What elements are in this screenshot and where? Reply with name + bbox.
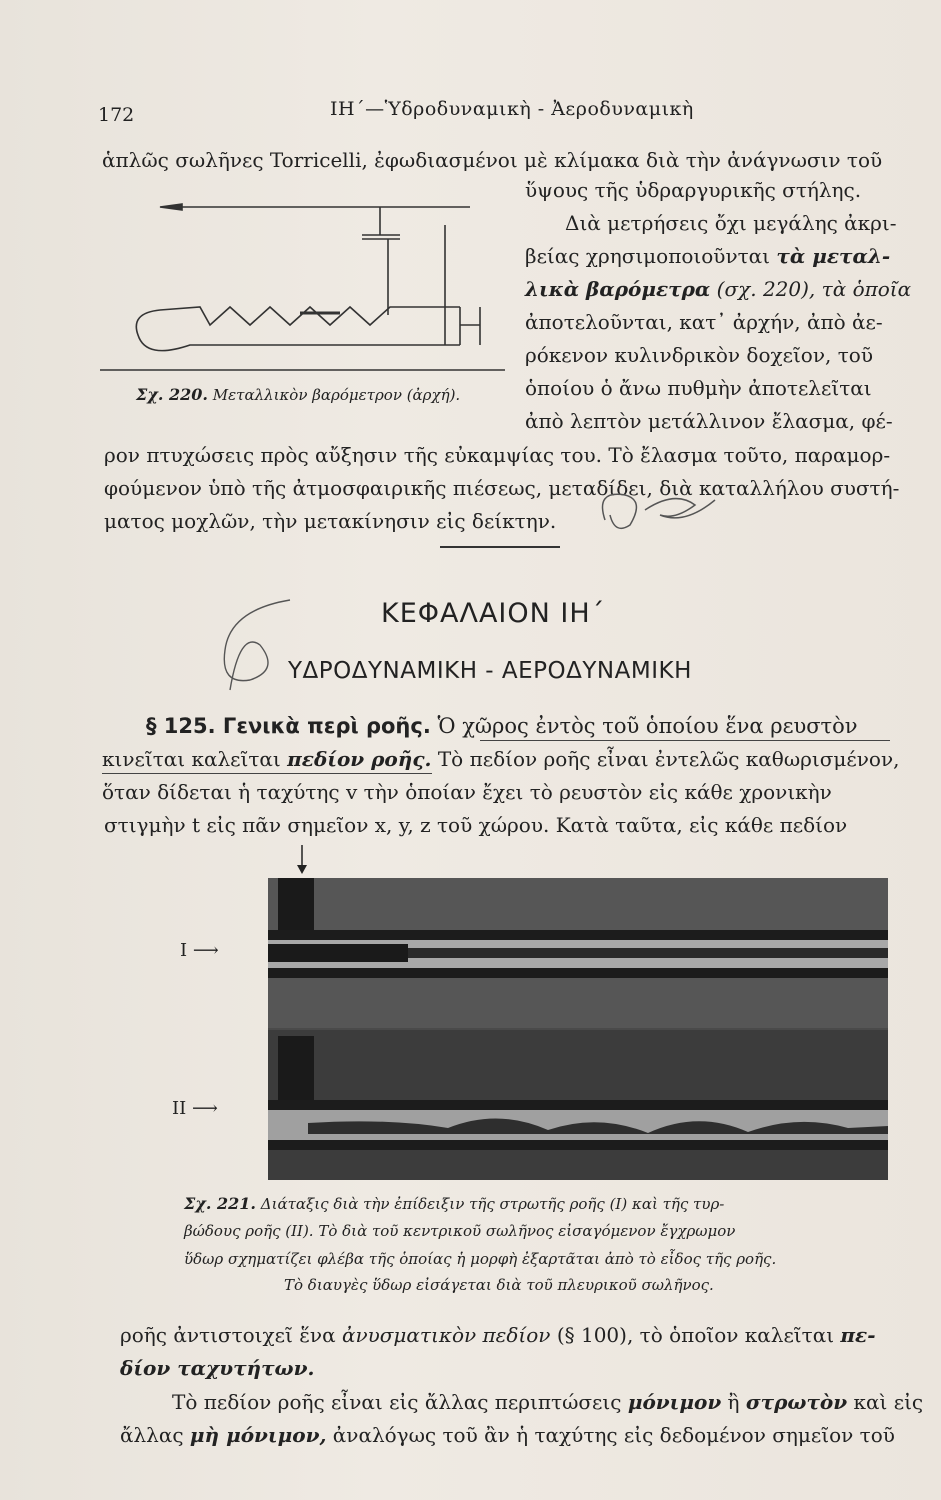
closing-line-3-mid: ἢ xyxy=(721,1390,746,1414)
section-heading: § 125. Γενικὰ περὶ ροῆς. xyxy=(146,714,431,738)
section-line-2-pre: κινεῖται καλεῖται xyxy=(102,747,288,771)
closing-line-3-pre: Τὸ πεδίον ροῆς εἶναι εἰς ἄλλας περιπτώσεις xyxy=(172,1390,628,1414)
label-I: I ⟶ xyxy=(180,940,219,961)
closing-line-1-post: (§ 100), τὸ ὁποῖον καλεῖται xyxy=(550,1323,841,1347)
label-II-text: II xyxy=(172,1098,187,1119)
fig220-text: Μεταλλικὸν βαρόμετρον (ἀρχή). xyxy=(212,386,461,404)
rc-line-2 xyxy=(525,246,890,266)
rc-line-3 xyxy=(525,279,911,299)
closing-line-3-bold1: μόνιμον xyxy=(627,1390,722,1414)
rc-line-4: ἀποτελοῦνται, κατ᾿ ἀρχήν, ἀπὸ ἀε- xyxy=(525,310,883,334)
section-line-2 xyxy=(102,749,899,769)
closing-line-4 xyxy=(120,1425,895,1445)
label-II: II ⟶ xyxy=(172,1098,218,1119)
chapter-subtitle: ΥΔΡΟΔΥΝΑΜΙΚΗ - ΑΕΡΟΔΥΝΑΜΙΚΗ xyxy=(288,658,692,684)
closing-line-3-bold2: στρωτὸν xyxy=(745,1390,848,1414)
rc-line-6: ὁποίου ὁ ἄνω πυθμὴν ἀποτελεῖται xyxy=(525,376,872,400)
rc-line-2-text: βείας χρησιμοποιοῦνται xyxy=(525,244,777,268)
page-number: 172 xyxy=(98,104,135,126)
closing-line-4-bold: μὴ μόνιμον, xyxy=(189,1423,327,1447)
handwritten-mark xyxy=(585,480,725,540)
para-line-1: ρον πτυχώσεις πρὸς αὔξησιν τῆς εὐκαμψίας του. Τὸ ἔλασμα τοῦτο, παραμορ- xyxy=(104,443,891,467)
rc-line-3-text: (σχ. 220), τὰ ὁποῖα xyxy=(710,277,912,301)
intro-line-1: ἁπλῶς σωλῆνες Torricelli, ἐφωδιασμένοι μὲ κλίμακα διὰ τὴν ἀνάγνωσιν τοῦ xyxy=(102,148,883,172)
fig221-caption-line-2: βώδους ροῆς (ΙΙ). Τὸ διὰ τοῦ κεντρικοῦ σωλῆνος εἰσαγόμενον ἔγχρωμον xyxy=(184,1222,736,1240)
flow-photo-art xyxy=(268,878,888,1180)
pen-underline-1 xyxy=(480,740,890,741)
fig221-caption-text-1: Διάταξις διὰ τὴν ἐπίδειξιν τῆς στρωτῆς ροῆς (Ι) καὶ τῆς τυρ- xyxy=(260,1195,725,1213)
label-I-text: I xyxy=(180,940,188,961)
rc-line-7: ἀπὸ λεπτὸν μετάλλινον ἔλασμα, φέ- xyxy=(525,409,893,433)
chapter-title: ΚΕΦΑΛΑΙΟΝ ΙΗ΄ xyxy=(381,598,606,629)
fig220-label: Σχ. 220. xyxy=(136,385,208,404)
section-line-1-text: Ὁ χῶρος ἐντὸς τοῦ ὁποίου ἕνα ρευστὸν xyxy=(430,714,858,738)
closing-line-4-pre: ἄλλας xyxy=(120,1423,190,1447)
running-title: ΙΗ΄—Ὑδροδυναμικὴ - Ἀεροδυναμικὴ xyxy=(330,98,694,120)
section-line-4: στιγμὴν t εἰς πᾶν σημεῖον x, y, z τοῦ χώρου. Κατὰ ταῦτα, εἰς κάθε πεδίον xyxy=(104,813,848,837)
closing-line-1-pre: ροῆς ἀντιστοιχεῖ ἕνα xyxy=(120,1323,342,1347)
closing-line-1 xyxy=(120,1325,876,1345)
rc-line-1: Διὰ μετρήσεις ὄχι μεγάλης ἀκρι- xyxy=(565,211,897,235)
fig221-caption-line-4: Τὸ διαυγὲς ὕδωρ εἰσάγεται διὰ τοῦ πλευρικοῦ σωλῆνος. xyxy=(284,1276,714,1294)
fig220-caption xyxy=(136,385,460,404)
section-line-2-post: Τὸ πεδίον ροῆς εἶναι ἐντελῶς καθωρισμένον, xyxy=(431,747,900,771)
section-line-3: ὅταν δίδεται ἡ ταχύτης v τὴν ὁποίαν ἔχει τὸ ρευστὸν εἰς κάθε χρονικὴν xyxy=(102,780,832,804)
rc-line-3-bold: λικὰ βαρόμετρα xyxy=(525,277,711,301)
down-arrow-icon xyxy=(292,845,312,875)
para-line-2: φούμενον ὑπὸ τῆς ἀτμοσφαιρικῆς πιέσεως, μεταδίδει, διὰ καταλλήλου συστή- xyxy=(104,476,900,500)
closing-line-2 xyxy=(120,1358,314,1378)
barometer-diagram xyxy=(100,195,510,385)
intro-line-2: ὕψους τῆς ὑδραργυρικῆς στήλης. xyxy=(525,178,862,202)
closing-line-4-post: ἀναλόγως τοῦ ἂν ἡ ταχύτης εἰς δεδομένον σημεῖον τοῦ xyxy=(326,1423,895,1447)
section-line-2-bold: πεδίον ροῆς. xyxy=(287,747,432,771)
section-line-1 xyxy=(146,714,858,738)
fig221-label: Σχ. 221. xyxy=(184,1194,256,1213)
closing-line-1-ital: ἀνυσματικὸν πεδίον xyxy=(341,1323,551,1347)
closing-line-2-bold: δίον ταχυτήτων. xyxy=(120,1356,315,1380)
fig221-caption-line-1 xyxy=(184,1194,724,1213)
closing-line-3-post: καὶ εἰς xyxy=(847,1390,924,1414)
fig221-caption-line-3: ὕδωρ σχηματίζει φλέβα τῆς ὁποίας ἡ μορφὴ ἐξαρτᾶται ἀπὸ τὸ εἶδος τῆς ροῆς. xyxy=(184,1250,777,1268)
pen-underline-2 xyxy=(102,773,432,774)
section-separator xyxy=(440,546,560,548)
closing-line-1-bold: πε- xyxy=(840,1323,876,1347)
para-line-3: ματος μοχλῶν, τὴν μετακίνησιν εἰς δείκτην. xyxy=(104,509,557,533)
rc-line-2-bold: τὰ μεταλ- xyxy=(776,244,891,268)
rc-line-5: ρόκενον κυλινδρικὸν δοχεῖον, τοῦ xyxy=(525,343,873,367)
flow-photo xyxy=(268,878,888,1180)
closing-line-3 xyxy=(172,1392,923,1412)
